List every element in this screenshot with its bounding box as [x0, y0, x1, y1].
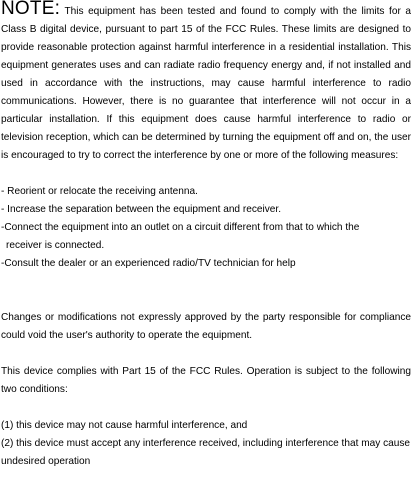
note-paragraph — [1, 0, 411, 165]
spacer — [1, 345, 411, 363]
changes-warning-paragraph: Changes or modifications not expressly approved by the party responsible for compliance could void the user's authority to operate the equipment. — [1, 312, 411, 341]
measure-item-continuation — [1, 237, 411, 255]
measure-continuation-text: receiver is connected. — [6, 240, 105, 251]
spacer — [1, 273, 411, 309]
note-intro-text: This equipment has been tested and found to comply with the limits for a Class B digital device, pursuant to part 15 of the FCC Rules. These limits are designed to provide reasonable protection against harmful interference in a residential installation. This equipment generates uses and can radiate radio frequency energy and, if not installed and used in accordance with the instructions, may cause harmful interference to radio communications. However, there is no guarantee that interference will not occur in a particular installation. If this equipment does cause harmful interference to radio or television reception, which can be determined by turning the equipment off and on, the user is encouraged to try to correct the interference by one or more of the following measures: — [1, 6, 411, 161]
measure-item: - Reorient or relocate the receiving antenna. — [1, 186, 198, 197]
measure-item: -Consult the dealer or an experienced radio/TV technician for help — [1, 258, 296, 269]
condition-item: (2) this device must accept any interference received, including interference that may cause undesired operation — [1, 438, 411, 467]
measure-item: - Increase the separation between the equipment and receiver. — [1, 204, 281, 215]
measure-item: -Connect the equipment into an outlet on a circuit different from that to which the — [1, 222, 360, 233]
compliance-statement-paragraph: This device complies with Part 15 of the FCC Rules. Operation is subject to the following two conditions: — [1, 366, 411, 395]
spacer — [1, 165, 411, 183]
note-label: NOTE: — [1, 0, 61, 19]
fcc-notice-document — [1, 0, 411, 471]
spacer — [1, 399, 411, 417]
condition-item: (1) this device may not cause harmful interference, and — [1, 420, 248, 431]
